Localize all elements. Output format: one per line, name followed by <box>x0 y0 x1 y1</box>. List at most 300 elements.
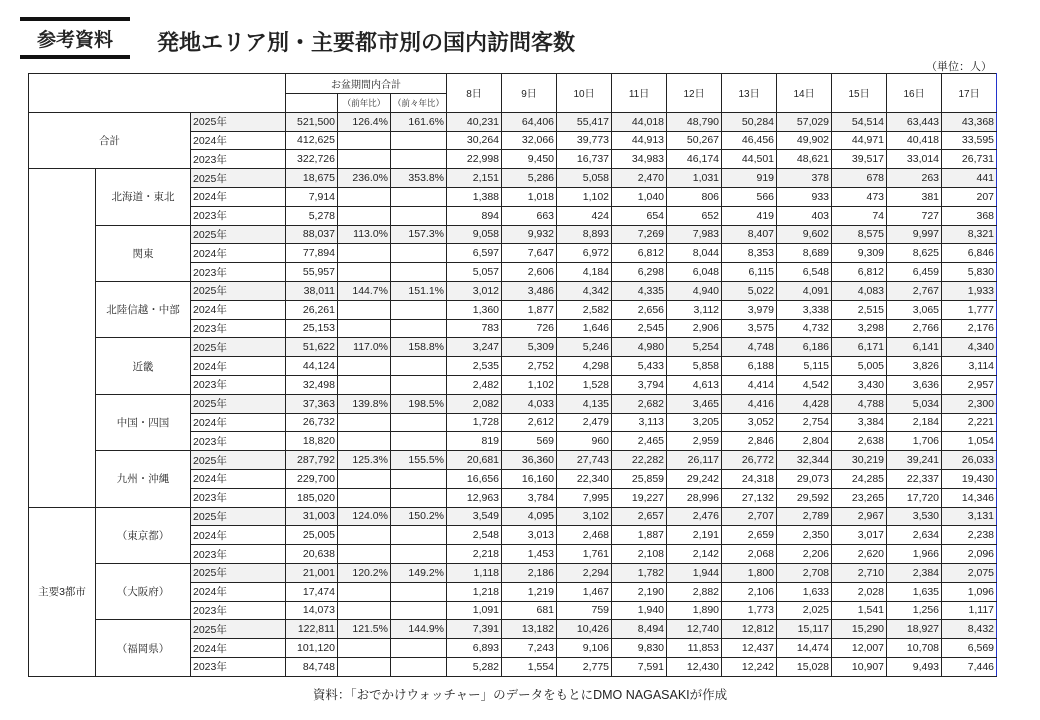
year-cell: 2023年 <box>191 432 286 451</box>
day-value-cell: 5,246 <box>557 338 612 357</box>
day-value-cell: 1,877 <box>502 300 557 319</box>
day-value-cell: 2,752 <box>502 357 557 376</box>
day-header: 10日 <box>557 74 612 113</box>
year-cell: 2025年 <box>191 225 286 244</box>
yoy-cell <box>338 187 391 206</box>
yoy-cell <box>338 469 391 488</box>
period-total-cell: 38,011 <box>286 281 338 300</box>
period-total-cell: 521,500 <box>286 112 338 131</box>
table-row <box>29 563 997 582</box>
day-value-cell: 2,350 <box>777 526 832 545</box>
year-cell: 2024年 <box>191 357 286 376</box>
empty-header <box>286 94 338 113</box>
yoy-cell <box>338 639 391 658</box>
day-value-cell: 2,028 <box>832 582 887 601</box>
day-value-cell: 2,108 <box>612 545 667 564</box>
yo2y-cell <box>391 150 447 169</box>
day-value-cell: 10,907 <box>832 657 887 676</box>
day-value-cell: 3,979 <box>722 300 777 319</box>
day-value-cell: 22,340 <box>557 469 612 488</box>
day-value-cell: 9,058 <box>447 225 502 244</box>
day-header: 9日 <box>502 74 557 113</box>
day-value-cell: 14,346 <box>942 488 997 507</box>
reference-badge: 参考資料 <box>20 17 130 59</box>
day-value-cell: 6,846 <box>942 244 997 263</box>
period-total-cell: 26,261 <box>286 300 338 319</box>
yoy-cell <box>338 488 391 507</box>
day-value-cell: 2,957 <box>942 375 997 394</box>
day-value-cell: 2,708 <box>777 563 832 582</box>
day-value-cell: 7,983 <box>667 225 722 244</box>
subgroup-label: 九州・沖縄 <box>96 451 191 507</box>
day-value-cell: 3,012 <box>447 281 502 300</box>
day-header: 13日 <box>722 74 777 113</box>
day-value-cell: 919 <box>722 169 777 188</box>
day-value-cell: 1,633 <box>777 582 832 601</box>
day-value-cell: 5,433 <box>612 357 667 376</box>
area-group-cell <box>29 169 96 507</box>
day-value-cell: 1,887 <box>612 526 667 545</box>
day-value-cell: 29,073 <box>777 469 832 488</box>
day-value-cell: 2,789 <box>777 507 832 526</box>
day-value-cell: 2,682 <box>612 394 667 413</box>
day-value-cell: 2,634 <box>887 526 942 545</box>
period-total-cell: 31,003 <box>286 507 338 526</box>
day-value-cell: 32,066 <box>502 131 557 150</box>
day-value-cell: 2,384 <box>887 563 942 582</box>
day-value-cell: 3,131 <box>942 507 997 526</box>
yoy-cell: 144.7% <box>338 281 391 300</box>
yo2y-cell <box>391 263 447 282</box>
yo2y-cell: 161.6% <box>391 112 447 131</box>
day-value-cell: 678 <box>832 169 887 188</box>
day-value-cell: 1,541 <box>832 601 887 620</box>
day-value-cell: 5,858 <box>667 357 722 376</box>
day-value-cell: 2,238 <box>942 526 997 545</box>
year-cell: 2024年 <box>191 187 286 206</box>
day-value-cell: 30,264 <box>447 131 502 150</box>
day-value-cell: 7,591 <box>612 657 667 676</box>
day-value-cell: 8,494 <box>612 620 667 639</box>
yoy-cell <box>338 131 391 150</box>
yoy-cell: 120.2% <box>338 563 391 582</box>
day-value-cell: 368 <box>942 206 997 225</box>
day-value-cell: 1,940 <box>612 601 667 620</box>
day-value-cell: 9,602 <box>777 225 832 244</box>
day-value-cell: 2,218 <box>447 545 502 564</box>
period-total-cell: 18,675 <box>286 169 338 188</box>
day-value-cell: 1,360 <box>447 300 502 319</box>
day-value-cell: 32,344 <box>777 451 832 470</box>
year-cell: 2023年 <box>191 263 286 282</box>
day-value-cell: 27,743 <box>557 451 612 470</box>
day-value-cell: 11,853 <box>667 639 722 658</box>
day-value-cell: 3,430 <box>832 375 887 394</box>
yoy-cell <box>338 432 391 451</box>
table-row <box>29 281 997 300</box>
year-cell: 2025年 <box>191 281 286 300</box>
day-value-cell: 1,467 <box>557 582 612 601</box>
day-value-cell: 15,290 <box>832 620 887 639</box>
day-header: 11日 <box>612 74 667 113</box>
day-value-cell: 8,044 <box>667 244 722 263</box>
yo2y-cell <box>391 319 447 338</box>
year-cell: 2024年 <box>191 131 286 150</box>
day-value-cell: 3,530 <box>887 507 942 526</box>
header-row <box>29 74 997 94</box>
day-value-cell: 12,437 <box>722 639 777 658</box>
year-cell: 2025年 <box>191 563 286 582</box>
year-cell: 2023年 <box>191 375 286 394</box>
period-total-cell: 25,153 <box>286 319 338 338</box>
day-value-cell: 3,636 <box>887 375 942 394</box>
day-value-cell: 3,247 <box>447 338 502 357</box>
day-value-cell: 2,606 <box>502 263 557 282</box>
yo2y-cell <box>391 582 447 601</box>
period-total-cell: 14,073 <box>286 601 338 620</box>
day-value-cell: 7,391 <box>447 620 502 639</box>
yoy-cell: 113.0% <box>338 225 391 244</box>
day-value-cell: 6,171 <box>832 338 887 357</box>
day-value-cell: 3,298 <box>832 319 887 338</box>
period-total-cell: 20,638 <box>286 545 338 564</box>
day-value-cell: 40,418 <box>887 131 942 150</box>
day-value-cell: 5,309 <box>502 338 557 357</box>
day-value-cell: 2,545 <box>612 319 667 338</box>
yoy-cell: 126.4% <box>338 112 391 131</box>
yoy-cell <box>338 657 391 676</box>
day-value-cell: 39,773 <box>557 131 612 150</box>
day-value-cell: 2,775 <box>557 657 612 676</box>
day-value-cell: 4,748 <box>722 338 777 357</box>
day-value-cell: 44,501 <box>722 150 777 169</box>
day-value-cell: 1,554 <box>502 657 557 676</box>
period-total-cell: 412,625 <box>286 131 338 150</box>
day-value-cell: 39,517 <box>832 150 887 169</box>
period-total-cell: 5,278 <box>286 206 338 225</box>
period-total-cell: 84,748 <box>286 657 338 676</box>
day-value-cell: 4,033 <box>502 394 557 413</box>
yo2y-cell <box>391 244 447 263</box>
day-value-cell: 4,788 <box>832 394 887 413</box>
yoy-cell: 139.8% <box>338 394 391 413</box>
day-value-cell: 20,681 <box>447 451 502 470</box>
yoy-cell: 124.0% <box>338 507 391 526</box>
day-value-cell: 566 <box>722 187 777 206</box>
day-value-cell: 6,812 <box>832 263 887 282</box>
yoy-cell <box>338 357 391 376</box>
subgroup-label: 近畿 <box>96 338 191 394</box>
day-value-cell: 1,890 <box>667 601 722 620</box>
day-value-cell: 2,176 <box>942 319 997 338</box>
day-value-cell: 27,132 <box>722 488 777 507</box>
day-value-cell: 48,790 <box>667 112 722 131</box>
day-value-cell: 1,388 <box>447 187 502 206</box>
day-value-cell: 13,182 <box>502 620 557 639</box>
day-value-cell: 55,417 <box>557 112 612 131</box>
subgroup-label: （東京都） <box>96 507 191 563</box>
year-cell: 2024年 <box>191 300 286 319</box>
yoy-header: （前年比） <box>338 94 391 113</box>
period-total-cell: 229,700 <box>286 469 338 488</box>
period-total-cell: 32,498 <box>286 375 338 394</box>
day-value-cell: 9,450 <box>502 150 557 169</box>
table-row <box>29 507 997 526</box>
day-value-cell: 1,761 <box>557 545 612 564</box>
yo2y-cell <box>391 357 447 376</box>
subgroup-label: 中国・四国 <box>96 394 191 450</box>
day-value-cell: 24,285 <box>832 469 887 488</box>
day-value-cell: 4,980 <box>612 338 667 357</box>
yoy-cell <box>338 545 391 564</box>
day-value-cell: 681 <box>502 601 557 620</box>
yoy-cell: 236.0% <box>338 169 391 188</box>
yo2y-cell <box>391 206 447 225</box>
day-value-cell: 1,091 <box>447 601 502 620</box>
table-row <box>29 225 997 244</box>
day-value-cell: 5,005 <box>832 357 887 376</box>
day-value-cell: 44,913 <box>612 131 667 150</box>
year-cell: 2023年 <box>191 601 286 620</box>
day-value-cell: 419 <box>722 206 777 225</box>
day-value-cell: 2,221 <box>942 413 997 432</box>
day-header: 12日 <box>667 74 722 113</box>
day-value-cell: 22,337 <box>887 469 942 488</box>
period-total-cell: 322,726 <box>286 150 338 169</box>
day-value-cell: 14,474 <box>777 639 832 658</box>
day-value-cell: 2,620 <box>832 545 887 564</box>
day-value-cell: 6,548 <box>777 263 832 282</box>
day-value-cell: 16,160 <box>502 469 557 488</box>
day-value-cell: 9,830 <box>612 639 667 658</box>
day-value-cell: 49,902 <box>777 131 832 150</box>
day-value-cell: 783 <box>447 319 502 338</box>
day-value-cell: 2,025 <box>777 601 832 620</box>
day-value-cell: 1,777 <box>942 300 997 319</box>
day-value-cell: 40,231 <box>447 112 502 131</box>
day-value-cell: 6,569 <box>942 639 997 658</box>
day-value-cell: 22,998 <box>447 150 502 169</box>
day-value-cell: 8,893 <box>557 225 612 244</box>
day-value-cell: 7,995 <box>557 488 612 507</box>
yoy-cell <box>338 244 391 263</box>
day-value-cell: 4,732 <box>777 319 832 338</box>
day-value-cell: 6,188 <box>722 357 777 376</box>
day-value-cell: 6,972 <box>557 244 612 263</box>
day-value-cell: 3,486 <box>502 281 557 300</box>
day-value-cell: 4,340 <box>942 338 997 357</box>
year-cell: 2023年 <box>191 150 286 169</box>
day-value-cell: 2,294 <box>557 563 612 582</box>
day-value-cell: 24,318 <box>722 469 777 488</box>
yoy-cell: 117.0% <box>338 338 391 357</box>
yoy-cell <box>338 526 391 545</box>
day-value-cell: 3,826 <box>887 357 942 376</box>
day-value-cell: 207 <box>942 187 997 206</box>
day-value-cell: 894 <box>447 206 502 225</box>
subgroup-label: （大阪府） <box>96 563 191 619</box>
yoy-cell <box>338 300 391 319</box>
day-value-cell: 34,983 <box>612 150 667 169</box>
period-total-cell: 17,474 <box>286 582 338 601</box>
day-value-cell: 4,416 <box>722 394 777 413</box>
day-value-cell: 9,106 <box>557 639 612 658</box>
year-cell: 2024年 <box>191 413 286 432</box>
day-value-cell: 663 <box>502 206 557 225</box>
total-label: 合計 <box>29 112 191 168</box>
day-value-cell: 2,468 <box>557 526 612 545</box>
day-value-cell: 9,493 <box>887 657 942 676</box>
day-value-cell: 1,933 <box>942 281 997 300</box>
table-row <box>29 394 997 413</box>
yoy-cell <box>338 582 391 601</box>
day-value-cell: 1,944 <box>667 563 722 582</box>
day-header: 8日 <box>447 74 502 113</box>
year-cell: 2024年 <box>191 244 286 263</box>
page-title: 発地エリア別・主要都市別の国内訪問客数 <box>157 30 576 55</box>
day-value-cell: 6,812 <box>612 244 667 263</box>
day-value-cell: 5,022 <box>722 281 777 300</box>
yo2y-cell: 155.5% <box>391 451 447 470</box>
year-cell: 2024年 <box>191 469 286 488</box>
day-value-cell: 1,102 <box>557 187 612 206</box>
day-value-cell: 2,582 <box>557 300 612 319</box>
yoy-cell <box>338 601 391 620</box>
yo2y-cell <box>391 601 447 620</box>
day-value-cell: 54,514 <box>832 112 887 131</box>
day-value-cell: 6,115 <box>722 263 777 282</box>
day-value-cell: 2,659 <box>722 526 777 545</box>
day-value-cell: 8,689 <box>777 244 832 263</box>
day-value-cell: 9,932 <box>502 225 557 244</box>
day-value-cell: 1,782 <box>612 563 667 582</box>
day-value-cell: 4,613 <box>667 375 722 394</box>
day-value-cell: 441 <box>942 169 997 188</box>
day-value-cell: 8,575 <box>832 225 887 244</box>
day-value-cell: 46,456 <box>722 131 777 150</box>
year-cell: 2025年 <box>191 507 286 526</box>
day-value-cell: 64,406 <box>502 112 557 131</box>
day-value-cell: 19,430 <box>942 469 997 488</box>
subgroup-label: 北陸信越・中部 <box>96 281 191 337</box>
day-value-cell: 7,243 <box>502 639 557 658</box>
day-value-cell: 9,309 <box>832 244 887 263</box>
day-value-cell: 2,656 <box>612 300 667 319</box>
day-value-cell: 48,621 <box>777 150 832 169</box>
day-value-cell: 18,927 <box>887 620 942 639</box>
table-row <box>29 451 997 470</box>
yo2y-cell <box>391 545 447 564</box>
period-total-cell: 287,792 <box>286 451 338 470</box>
day-value-cell: 12,740 <box>667 620 722 639</box>
year-cell: 2024年 <box>191 526 286 545</box>
day-value-cell: 819 <box>447 432 502 451</box>
yo2y-cell <box>391 300 447 319</box>
day-value-cell: 1,256 <box>887 601 942 620</box>
day-value-cell: 654 <box>612 206 667 225</box>
day-value-cell: 2,191 <box>667 526 722 545</box>
yo2y-cell: 144.9% <box>391 620 447 639</box>
day-value-cell: 23,265 <box>832 488 887 507</box>
visitor-table <box>28 73 997 677</box>
day-header: 14日 <box>777 74 832 113</box>
subgroup-label: 北海道・東北 <box>96 169 191 225</box>
day-value-cell: 1,635 <box>887 582 942 601</box>
day-value-cell: 1,040 <box>612 187 667 206</box>
year-cell: 2023年 <box>191 206 286 225</box>
day-value-cell: 2,804 <box>777 432 832 451</box>
yoy-cell <box>338 263 391 282</box>
period-total-header: お盆期間内合計 <box>286 74 447 94</box>
corner-cell <box>29 74 286 113</box>
day-value-cell: 727 <box>887 206 942 225</box>
yo2y-cell <box>391 187 447 206</box>
day-value-cell: 2,082 <box>447 394 502 413</box>
day-value-cell: 33,014 <box>887 150 942 169</box>
day-value-cell: 2,535 <box>447 357 502 376</box>
day-value-cell: 1,800 <box>722 563 777 582</box>
day-value-cell: 22,282 <box>612 451 667 470</box>
day-value-cell: 8,407 <box>722 225 777 244</box>
year-cell: 2025年 <box>191 112 286 131</box>
day-value-cell: 8,432 <box>942 620 997 639</box>
day-value-cell: 16,656 <box>447 469 502 488</box>
day-value-cell: 652 <box>667 206 722 225</box>
day-value-cell: 2,515 <box>832 300 887 319</box>
day-value-cell: 3,338 <box>777 300 832 319</box>
day-value-cell: 2,151 <box>447 169 502 188</box>
day-value-cell: 5,057 <box>447 263 502 282</box>
year-cell: 2025年 <box>191 451 286 470</box>
yo2y-cell: 198.5% <box>391 394 447 413</box>
day-value-cell: 806 <box>667 187 722 206</box>
period-total-cell: 51,622 <box>286 338 338 357</box>
yo2y-cell: 151.1% <box>391 281 447 300</box>
yo2y-cell <box>391 375 447 394</box>
day-header: 15日 <box>832 74 887 113</box>
day-value-cell: 2,068 <box>722 545 777 564</box>
yo2y-cell <box>391 131 447 150</box>
day-value-cell: 5,282 <box>447 657 502 676</box>
day-value-cell: 3,102 <box>557 507 612 526</box>
day-value-cell: 2,186 <box>502 563 557 582</box>
day-value-cell: 2,300 <box>942 394 997 413</box>
day-value-cell: 5,286 <box>502 169 557 188</box>
day-value-cell: 1,118 <box>447 563 502 582</box>
day-value-cell: 960 <box>557 432 612 451</box>
day-value-cell: 2,767 <box>887 281 942 300</box>
day-value-cell: 6,459 <box>887 263 942 282</box>
day-value-cell: 6,048 <box>667 263 722 282</box>
day-value-cell: 7,269 <box>612 225 667 244</box>
day-value-cell: 4,095 <box>502 507 557 526</box>
day-value-cell: 2,967 <box>832 507 887 526</box>
day-value-cell: 26,731 <box>942 150 997 169</box>
period-total-cell: 88,037 <box>286 225 338 244</box>
day-value-cell: 726 <box>502 319 557 338</box>
period-total-cell: 185,020 <box>286 488 338 507</box>
day-value-cell: 12,963 <box>447 488 502 507</box>
day-value-cell: 26,117 <box>667 451 722 470</box>
day-value-cell: 4,135 <box>557 394 612 413</box>
period-total-cell: 77,894 <box>286 244 338 263</box>
day-value-cell: 2,707 <box>722 507 777 526</box>
day-value-cell: 5,830 <box>942 263 997 282</box>
table-row <box>29 169 997 188</box>
day-value-cell: 4,428 <box>777 394 832 413</box>
yo2y-cell <box>391 639 447 658</box>
day-value-cell: 1,117 <box>942 601 997 620</box>
